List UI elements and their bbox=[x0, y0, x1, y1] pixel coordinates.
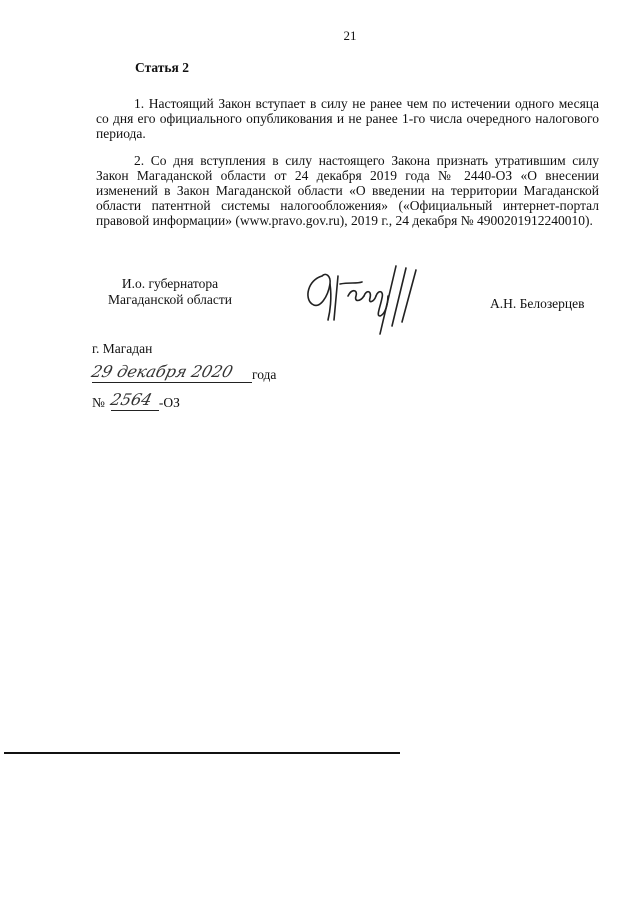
law-number-suffix: -ОЗ bbox=[158, 395, 180, 410]
handwritten-date: 29 декабря 2020 bbox=[89, 362, 235, 381]
signatory-title-line-1: И.о. губернатора bbox=[121, 276, 219, 291]
law-number-field bbox=[108, 390, 159, 411]
handwritten-law-number: 2564 bbox=[108, 390, 154, 409]
article-paragraph-2: 2. Со дня вступления в силу настоящего Закона признать утратившим силу Закон Магаданской области от 24 декабря 2019 года № 2440-ОЗ «О внесении изменений в Закон Магаданской области «О введении на территории Магаданской области патентной системы налогообложения» («Официальный интернет-портал правовой информации» (www.pravo.gov.ru), 2019 г., 24 декабря № 4900201912240010). bbox=[96, 153, 599, 228]
date-suffix: года bbox=[252, 367, 277, 382]
signer-name: А.Н. Белозерцев bbox=[490, 296, 585, 311]
article-title: Статья 2 bbox=[135, 60, 189, 75]
signatory-title bbox=[100, 276, 240, 308]
city: г. Магадан bbox=[92, 341, 153, 356]
page-number: 21 bbox=[343, 28, 357, 43]
footer-divider bbox=[4, 752, 400, 754]
number-sign: № bbox=[92, 395, 105, 410]
date-line bbox=[89, 362, 277, 383]
handwritten-signature bbox=[300, 262, 435, 342]
article-paragraph-1: 1. Настоящий Закон вступает в силу не ранее чем по истечении одного месяца со дня его официального опубликования и не ранее 1-го числа очередного налогового периода. bbox=[96, 96, 599, 141]
signatory-title-line-2: Магаданской области bbox=[108, 292, 232, 307]
law-number-line bbox=[92, 392, 180, 411]
date-field bbox=[89, 362, 252, 383]
